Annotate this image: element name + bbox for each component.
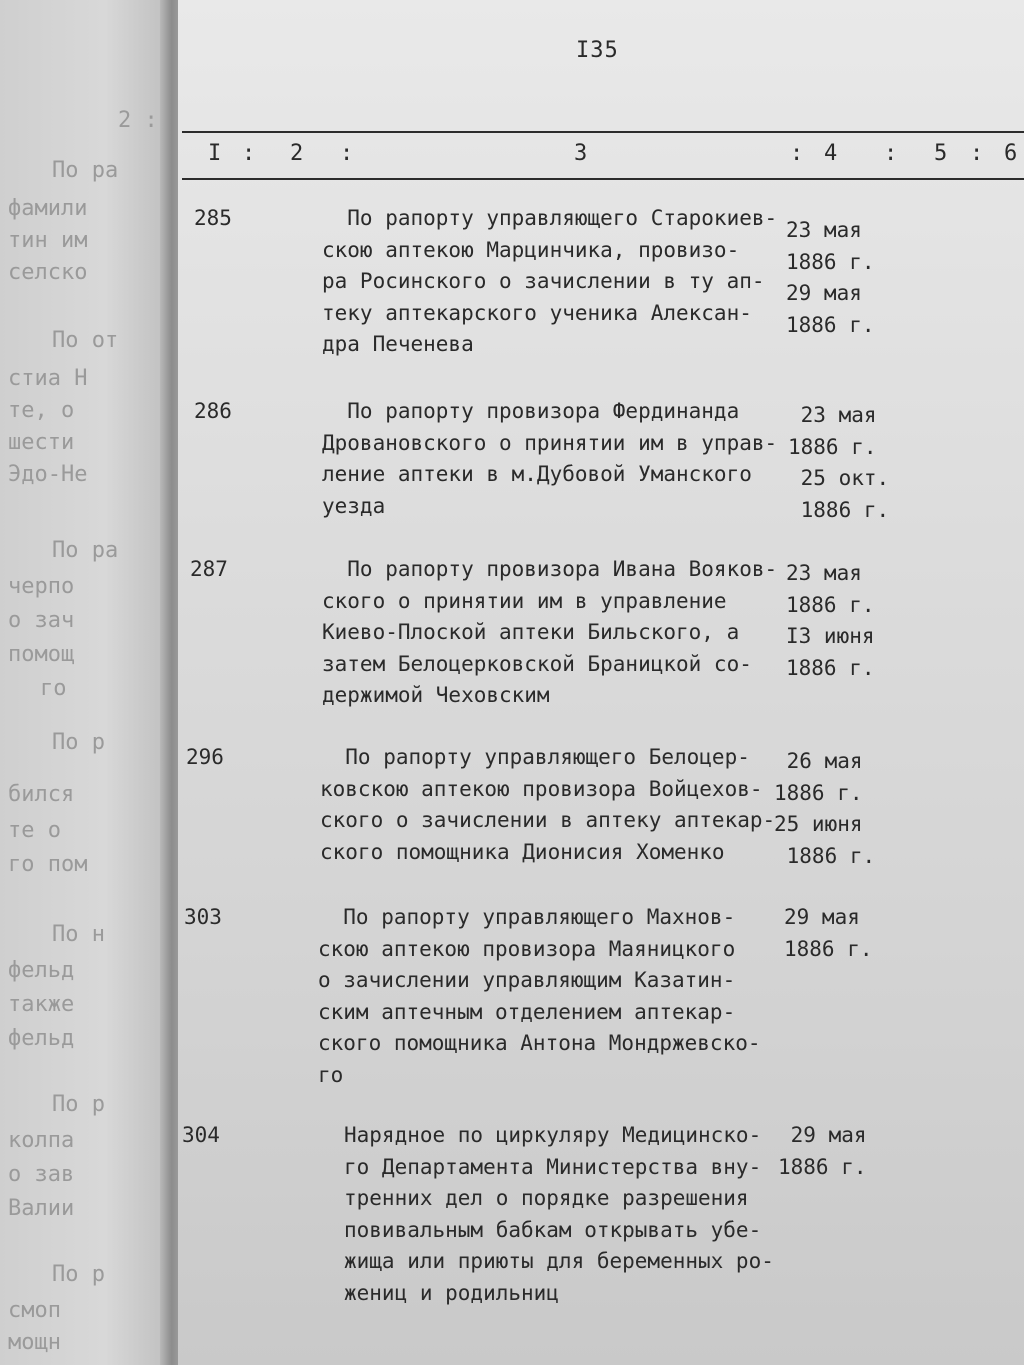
- facing-page-fragment: фельд: [8, 1026, 75, 1051]
- column-header-separator: :: [970, 141, 984, 166]
- entry-number: 287: [190, 557, 228, 581]
- facing-page-fragment: бился: [8, 782, 75, 807]
- facing-page-fragment: тин им: [8, 228, 88, 253]
- entry-number: 304: [182, 1123, 220, 1147]
- page-number: I35: [576, 38, 619, 63]
- entry-description: По рапорту управляющего Белоцер- ковскою аптекою провизора Войцехов- ского о зачислении в аптеку аптекар- ского помощника Дионисия Хоменко: [320, 745, 776, 864]
- column-header-separator: :: [790, 141, 804, 166]
- facing-page-fragment: черпо: [8, 574, 75, 599]
- facing-page-fragment: о зач: [8, 608, 75, 633]
- facing-page-fragment: фельд: [8, 958, 75, 983]
- entry-number: 285: [194, 206, 232, 230]
- column-header-1: I: [208, 141, 222, 166]
- facing-page-fragment: те о: [8, 818, 61, 843]
- column-header-4: 4: [824, 141, 838, 166]
- facing-page-fragment: также: [8, 992, 75, 1017]
- facing-page-fragment: те, о: [8, 398, 75, 423]
- column-header-separator: :: [884, 141, 898, 166]
- facing-page-fragment: го пом: [8, 852, 88, 877]
- facing-page-fragment: помощ: [8, 642, 75, 667]
- entry-dates: 23 мая 1886 г. 29 мая 1886 г.: [786, 218, 875, 337]
- entry-dates: 23 мая 1886 г. 25 окт. 1886 г.: [788, 403, 890, 522]
- facing-page-fragment: По р: [52, 730, 105, 755]
- entry-description: По рапорту провизора Фердинанда Дровановского о принятии им в управ- ление аптеки в м.Дубовой Уманского уезда: [322, 399, 778, 518]
- header-rule-top: [182, 131, 1024, 133]
- facing-page-fragment: Валии: [8, 1196, 75, 1221]
- column-header-5: 5: [934, 141, 948, 166]
- header-rule-bottom: [182, 178, 1024, 180]
- facing-page-fragment: смоп: [8, 1298, 61, 1323]
- entry-description: По рапорту управляющего Старокиев- скою аптекою Марцинчика, провизо- ра Росинского о зачислении в ту ап- теку аптекарского ученика Алексан- дра Печенева: [322, 206, 778, 356]
- entry-dates: 26 мая 1886 г. 25 июня 1886 г.: [774, 749, 876, 868]
- column-header-separator: :: [340, 141, 354, 166]
- column-header-separator: :: [242, 141, 256, 166]
- facing-page-fragment: Эдо-Не: [8, 462, 88, 487]
- entry-dates: 29 мая 1886 г.: [778, 1123, 867, 1179]
- facing-page-fragment: По р: [52, 1092, 105, 1117]
- facing-page-fragment: колпа: [8, 1128, 75, 1153]
- entry-number: 303: [184, 905, 222, 929]
- facing-page-fragment: По ра: [52, 538, 119, 563]
- entry-dates: 29 мая 1886 г.: [784, 905, 873, 961]
- facing-page-fragment: шести: [8, 430, 75, 455]
- column-header-6: 6: [1004, 141, 1018, 166]
- entry-description: По рапорту управляющего Махнов- скою аптекою провизора Маяницкого о зачислении управляющим Казатин- ским аптечным отделением аптекар- ского помощника Антона Мондржевско- го: [318, 905, 761, 1087]
- entry-description: Нарядное по циркуляру Медицинско- го Департамента Министерства вну- тренних дел о порядке разрешения повивальным бабкам открывать убе- жища или приюты для беременных ро- жениц и родильниц: [344, 1123, 774, 1305]
- facing-page-fragment: фамили: [8, 196, 88, 221]
- document-page: [178, 0, 1024, 1365]
- facing-page-fragment: го: [40, 676, 67, 701]
- facing-page-fragment: По н: [52, 922, 105, 947]
- entry-number: 286: [194, 399, 232, 423]
- entry-number: 296: [186, 745, 224, 769]
- entry-dates: 23 мая 1886 г. I3 июня 1886 г.: [786, 561, 875, 680]
- facing-page-fragment: По от: [52, 328, 119, 353]
- column-header-2: 2: [290, 141, 304, 166]
- facing-page-fragment: селско: [8, 260, 88, 285]
- facing-page-fragment: мощн: [8, 1330, 61, 1355]
- facing-page-left: [0, 0, 175, 1365]
- entry-description: По рапорту провизора Ивана Вояков- ского о принятии им в управление Киево-Плоской аптеки Бильского, а затем Белоцерковской Браницкой со- держимой Чеховским: [322, 557, 778, 707]
- facing-page-fragment: о зав: [8, 1162, 75, 1187]
- facing-page-header-fragment: 2 :: [118, 108, 158, 133]
- facing-page-fragment: стиа Н: [8, 366, 88, 391]
- facing-page-fragment: По ра: [52, 158, 119, 183]
- facing-page-fragment: По р: [52, 1262, 105, 1287]
- column-header-3: 3: [574, 141, 588, 166]
